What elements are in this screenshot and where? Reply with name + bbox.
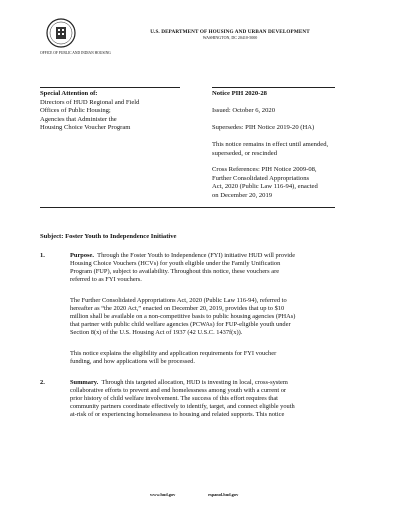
section-2-number: 2. bbox=[40, 379, 45, 386]
footer-link-espanol[interactable]: espanol.hud.gov bbox=[208, 492, 239, 497]
section-1-number: 1. bbox=[40, 252, 45, 259]
section-1-p3-line: funding, and how applications will be processed. bbox=[70, 358, 195, 366]
section-1-text: Through the Foster Youth to Independence (FYI) initiative HUD will provide bbox=[97, 252, 296, 259]
notice-supersedes: Supersedes: PIH Notice 2019-20 (HA) bbox=[212, 124, 315, 131]
attention-line: Housing Choice Voucher Program bbox=[40, 124, 131, 131]
section-1-paragraph-2 bbox=[70, 297, 370, 337]
attention-line: Offices of Public Housing; bbox=[40, 107, 111, 114]
notice-number: Notice PIH 2020-28 bbox=[212, 90, 267, 97]
notice-remains-line: This notice remains in effect until amended, bbox=[212, 141, 329, 148]
attention-block bbox=[40, 90, 208, 133]
agency-address: WASHINGTON, DC 20410-5000 bbox=[202, 35, 258, 40]
section-1-p2-line: Section 8(x) of the U.S. Housing Act of 1937 (42 U.S.C. 1437f(x)). bbox=[70, 329, 243, 337]
section-1-purpose bbox=[70, 252, 370, 284]
notice-remains-line: superseded, or rescinded bbox=[212, 149, 277, 157]
section-1-text: Housing Choice Vouchers (HCVs) for youth eligible under the Family Unification bbox=[70, 260, 281, 268]
section-2-summary bbox=[70, 379, 370, 419]
section-2-text: collaborative efforts to prevent and end homelessness among youth with a current or bbox=[70, 387, 287, 395]
section-1-p2-line: The Further Consolidated Appropriations Act, 2020 (Public Law 116-94), referred to bbox=[70, 297, 287, 304]
section-1-p2-line: million shall be available on a non-competitive basis to public housing agencies (PHAs) bbox=[70, 313, 296, 321]
cross-references bbox=[212, 166, 372, 200]
cross-line: Act, 2020 (Public Law 116-94), enacted bbox=[212, 183, 318, 190]
cross-line: on December 20, 2019 bbox=[212, 191, 273, 199]
notice-issued: Issued: October 6, 2020 bbox=[212, 107, 275, 114]
cross-line: Cross References: PIH Notice 2009-08, bbox=[212, 166, 317, 173]
section-2-text: at-risk of or experiencing homelessness to housing and related supports. This notice bbox=[70, 411, 285, 419]
office-name: OFFICE OF PUBLIC AND INDIAN HOUSING bbox=[40, 51, 111, 55]
agency-name: U.S. DEPARTMENT OF HOUSING AND URBAN DEVELOPMENT bbox=[150, 29, 310, 35]
attention-line: Directors of HUD Regional and Field bbox=[40, 98, 140, 106]
top-rule-right bbox=[212, 87, 335, 88]
section-1-text: referred to as FYI vouchers. bbox=[70, 276, 142, 284]
top-rule-left bbox=[40, 87, 180, 88]
subject-line: Subject: Foster Youth to Independence Initiative bbox=[40, 233, 177, 240]
notice-remains bbox=[212, 141, 362, 158]
section-2-text: prior history of child welfare involvement. The success of this effort requires that bbox=[70, 395, 278, 403]
footer-link-hud[interactable]: www.hud.gov bbox=[150, 492, 176, 497]
section-2-title: Summary. bbox=[70, 379, 99, 386]
section-1-p3-line: This notice explains the eligibility and application requirements for FYI voucher bbox=[70, 350, 277, 357]
cross-line: Further Consolidated Appropriations bbox=[212, 174, 310, 182]
section-1-paragraph-3 bbox=[70, 350, 370, 366]
section-1-title: Purpose. bbox=[70, 252, 94, 259]
hud-seal-icon bbox=[46, 18, 76, 48]
section-2-text: community partners coordinate effectively to identify, target, and connect eligible youth bbox=[70, 403, 295, 411]
section-1-text: Program (FUP), subject to availability. Throughout this notice, these vouchers are bbox=[70, 268, 280, 276]
section-1-p2-line: hereafter as “the 2020 Act,” enacted on December 20, 2019, provides that up to $10 bbox=[70, 305, 285, 313]
subject-rule bbox=[40, 207, 335, 208]
section-1-p2-line: that partner with public child welfare agencies (PCWAs) for FUP-eligible youth under bbox=[70, 321, 291, 329]
attention-line: Agencies that Administer the bbox=[40, 115, 117, 123]
section-2-text: Through this targeted allocation, HUD is investing in local, cross-system bbox=[101, 379, 288, 386]
attention-heading: Special Attention of: bbox=[40, 90, 98, 97]
